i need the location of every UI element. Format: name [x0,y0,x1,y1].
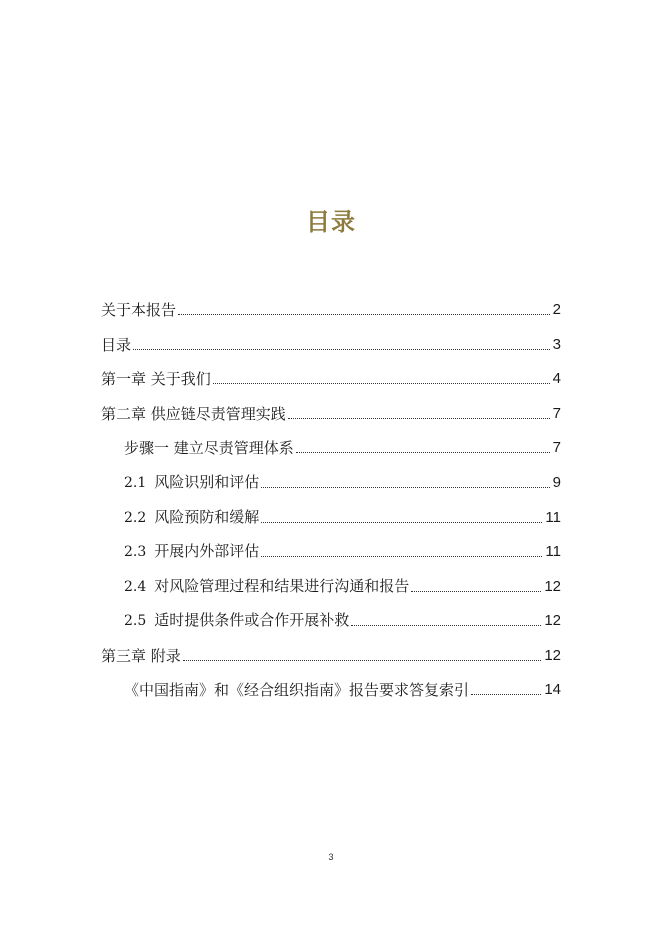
toc-entry-label [124,472,261,493]
toc-entry-section-2-1[interactable] [124,469,561,493]
toc-leader-dots [296,452,550,453]
toc-entry-page: 12 [544,647,561,664]
toc-leader-dots [261,487,549,488]
toc-entry-label [124,576,411,597]
toc-entry-label: 步骤一 建立尽责管理体系 [124,439,294,457]
toc-entry-chapter-1[interactable] [101,365,561,389]
toc-entry-page: 9 [552,474,561,491]
toc-entry-label: 第一章 关于我们 [101,370,211,388]
toc-section-number: 2.1 [124,475,147,491]
toc-leader-dots [471,694,541,695]
toc-entry-page: 7 [552,439,561,456]
toc-entry-page: 12 [544,612,561,629]
toc-entry-page: 11 [545,543,561,560]
toc-entry-about-report[interactable] [101,296,561,320]
toc-entry-page: 2 [552,301,561,318]
toc-section-number: 2.2 [124,510,147,526]
toc-leader-dots [133,349,550,350]
toc-leader-dots [178,314,550,315]
toc-entry-label: 目录 [101,336,132,354]
toc-entry-section-2-3[interactable] [124,538,561,562]
toc-leader-dots [288,418,550,419]
toc-leader-dots [351,625,541,626]
toc-entry-section-2-2[interactable] [124,504,561,528]
toc-entry-guideline-index[interactable] [124,676,561,700]
toc-section-title: 适时提供条件或合作开展补救 [154,611,350,629]
toc-leader-dots [213,383,550,384]
toc-entry-page: 11 [545,509,561,526]
toc-entry-page: 4 [552,370,561,387]
toc-entry-chapter-3[interactable] [101,642,561,666]
toc-entry-label [124,541,261,562]
toc-entry-label [124,610,351,631]
toc-leader-dots [261,522,542,523]
toc-entry-page: 12 [544,578,561,595]
toc-entry-label: 第三章 附录 [101,647,181,665]
toc-entry-page: 3 [552,336,561,353]
toc-entry-page: 7 [552,405,561,422]
toc-section-title: 风险预防和缓解 [154,508,260,526]
toc-leader-dots [261,556,542,557]
toc-leader-dots [411,591,541,592]
toc-entry-section-2-5[interactable] [124,607,561,631]
toc-section-title: 对风险管理过程和结果进行沟通和报告 [154,577,410,595]
toc-section-number: 2.3 [124,544,147,560]
toc-entry-label [124,507,261,528]
toc-entry-contents[interactable] [101,331,561,355]
toc-section-title: 开展内外部评估 [154,542,260,560]
toc-leader-dots [183,660,542,661]
toc-section-title: 风险识别和评估 [154,473,260,491]
toc-entry-page: 14 [544,681,561,698]
page-number: 3 [328,852,334,862]
toc-section-number: 2.5 [124,613,147,629]
page-title: 目录 [306,208,356,236]
toc-entry-label: 第二章 供应链尽责管理实践 [101,405,286,423]
toc-entry-label: 《中国指南》和《经合组织指南》报告要求答复索引 [124,681,470,699]
toc-entry-chapter-2[interactable] [101,400,561,424]
toc-entry-section-2-4[interactable] [124,573,561,597]
toc-entry-label: 关于本报告 [101,301,177,319]
toc-section-number: 2.4 [124,579,147,595]
toc-entry-step-1[interactable] [124,434,561,458]
